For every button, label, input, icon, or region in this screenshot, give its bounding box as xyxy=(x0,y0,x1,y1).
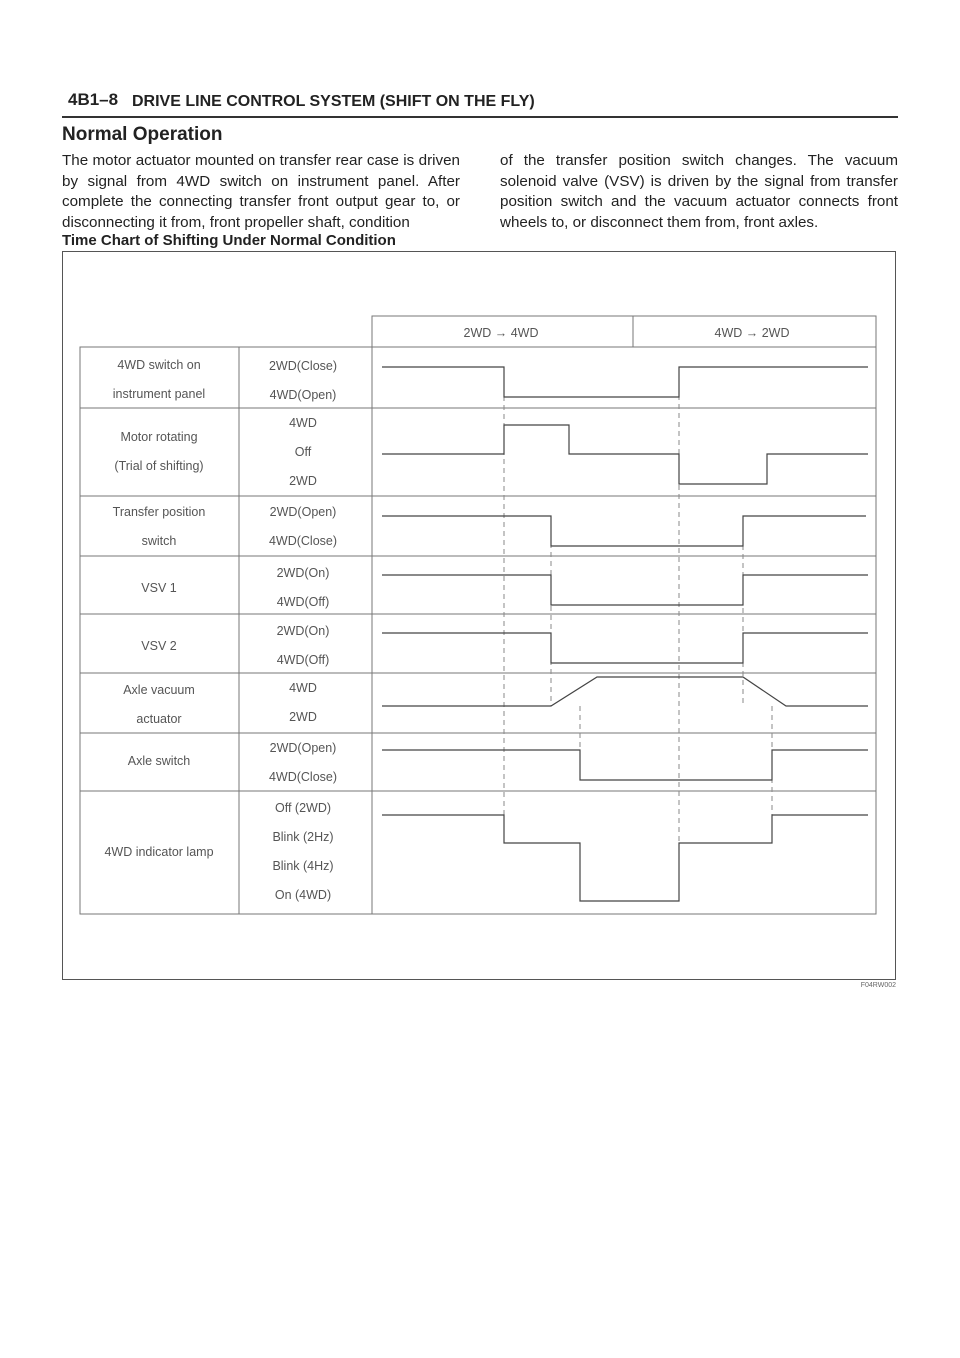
state-label: 4WD(Open) xyxy=(269,388,337,402)
state-label: 2WD(Open) xyxy=(269,505,337,519)
state-label: 2WD(On) xyxy=(276,566,330,580)
state-label: 2WD xyxy=(289,710,317,724)
figure-id: F04RW002 xyxy=(860,982,896,989)
state-label: Off (2WD) xyxy=(274,801,332,815)
waveform-vsv1 xyxy=(382,575,868,605)
waveform-axle-vacuum xyxy=(382,677,868,706)
signal-name-transfer-position: Transfer position xyxy=(112,505,206,519)
signal-name-vsv1: VSV 1 xyxy=(141,581,177,595)
waveform-transfer-position xyxy=(382,516,866,546)
section-title: Normal Operation xyxy=(62,124,223,145)
waveform-4wd-switch xyxy=(382,367,868,397)
state-label: 4WD(Off) xyxy=(276,595,330,609)
signal-name-axle-switch: Axle switch xyxy=(127,754,191,768)
state-label: 4WD(Off) xyxy=(276,653,330,667)
page-number: 4B1–8 xyxy=(68,90,119,109)
state-label: Blink (2Hz) xyxy=(272,830,334,844)
state-label: 2WD(On) xyxy=(276,624,330,638)
signal-name-vsv2: VSV 2 xyxy=(141,639,177,653)
phase-label-2wd-to-4wd: 2WD → 4WD xyxy=(463,326,539,340)
state-label: 4WD xyxy=(289,416,317,430)
state-label: On (4WD) xyxy=(274,888,332,902)
waveform-vsv2 xyxy=(382,633,868,663)
chart-grid xyxy=(80,316,876,914)
state-label: 4WD(Close) xyxy=(268,534,338,548)
signal-name-transfer-position-line2: switch xyxy=(141,534,177,548)
signal-name-motor-rotating: Motor rotating xyxy=(120,430,198,444)
body-paragraph-right: of the transfer position switch changes. The vacuum solenoid valve (VSV) is driven by the signal from transfer position switch and the vacuum actuator connects front wheels to, or disconnect them from, front axles. xyxy=(500,152,898,231)
state-label: 2WD xyxy=(289,474,317,488)
waveform-axle-switch xyxy=(382,750,868,780)
state-label: 2WD(Close) xyxy=(268,359,338,373)
state-label: 2WD(Open) xyxy=(269,741,337,755)
waveform-indicator-lamp xyxy=(382,815,868,901)
state-label: 4WD(Close) xyxy=(268,770,338,784)
signal-name-indicator-lamp: 4WD indicator lamp xyxy=(104,845,214,859)
state-label: 4WD xyxy=(289,681,317,695)
signal-name-4wd-switch: 4WD switch on xyxy=(117,358,201,372)
signal-name-motor-rotating-line2: (Trial of shifting) xyxy=(114,459,204,473)
phase-label-4wd-to-2wd: 4WD → 2WD xyxy=(714,326,790,340)
chart-title: Time Chart of Shifting Under Normal Condition xyxy=(62,232,396,249)
waveform-motor-rotating xyxy=(382,425,868,484)
signal-name-axle-vacuum: Axle vacuum xyxy=(123,683,195,697)
state-label: Off xyxy=(294,445,312,459)
signal-name-axle-vacuum-line2: actuator xyxy=(136,712,182,726)
page-header: DRIVE LINE CONTROL SYSTEM (SHIFT ON THE FLY) xyxy=(132,93,535,110)
state-label: Blink (4Hz) xyxy=(272,859,334,873)
signal-name-4wd-switch-line2: instrument panel xyxy=(112,387,206,401)
body-paragraph-left: The motor actuator mounted on transfer rear case is driven by signal from 4WD switch on instrument panel. After complete the connecting transfer front output gear to, or disconnecting it from, front propeller shaft, condition xyxy=(62,152,460,231)
